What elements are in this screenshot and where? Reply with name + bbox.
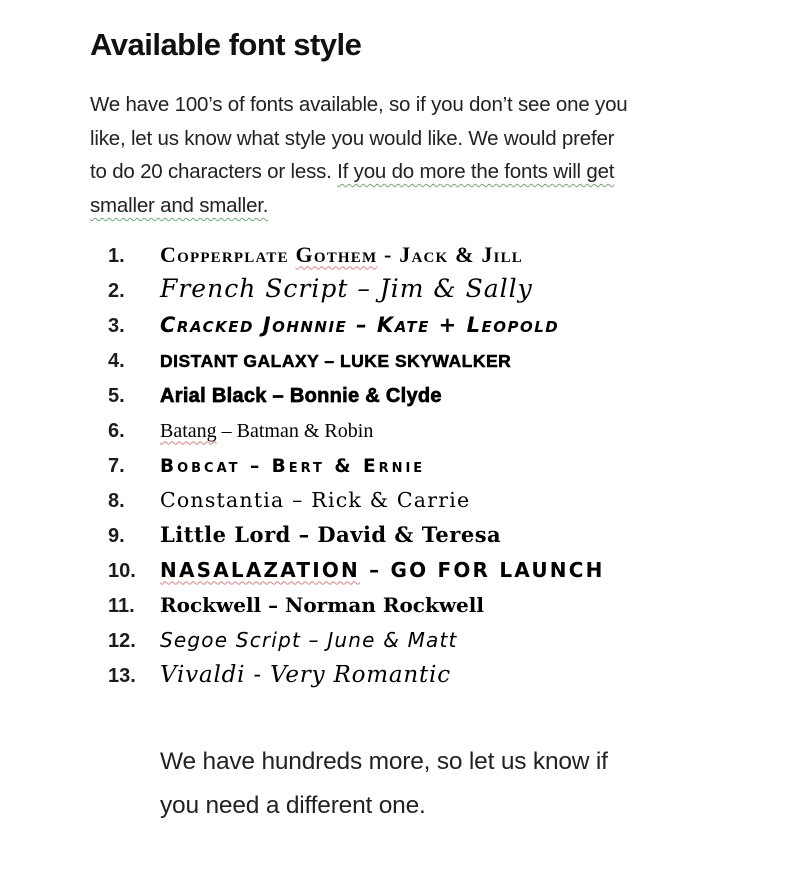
list-number: 2. [108,280,125,303]
font-sample-cracked-johnnie: Cracked Johnnie – Kate + Leopold [160,313,560,338]
list-number: 13. [108,665,136,688]
list-number: 6. [108,420,125,443]
list-number: 9. [108,525,125,548]
font-list-item-french-script [108,274,803,309]
font-list-item-vivaldi [108,659,803,694]
grammar-squiggle-text: smaller and smaller. [90,193,269,217]
list-number: 1. [108,245,125,268]
list-number: 5. [108,385,125,408]
font-list [108,239,803,694]
font-sample-text: Copperplate [160,242,296,268]
font-list-item-copperplate [108,239,803,274]
intro-line-3-normal: to do 20 characters or less. [90,160,338,184]
font-sample-vivaldi: Vivaldi - Very Romantic [160,662,451,689]
font-list-item-little-lord [108,519,803,554]
list-number: 8. [108,490,125,513]
spelling-squiggle-text: NASALAZATION [160,558,360,583]
list-number: 3. [108,315,125,338]
closing-paragraph [160,740,713,828]
font-sample-arial-black: Arial Black – Bonnie & Clyde [160,385,442,408]
list-number: 12. [108,630,136,653]
font-sample-text: – Batman & Robin [216,420,374,443]
font-list-item-cracked-johnnie [108,309,803,344]
intro-line-2: like, let us know what style you would like. We would prefer [90,126,615,150]
grammar-squiggle-text: If you do more the fonts will get [337,160,615,184]
font-sample-text: - Jack & Jill [377,242,523,268]
font-list-item-distant-galaxy [108,344,803,379]
spelling-squiggle-text: Batang [160,420,217,443]
font-list-item-constantia [108,484,803,519]
font-sample-distant-galaxy: DISTANT GALAXY – LUKE SKYWALKER [160,351,512,372]
font-sample-french-script: French Script – Jim & Sally [160,274,533,304]
intro-line-1: We have 100’s of fonts available, so if you don’t see one you [90,93,628,116]
font-list-item-segoe-script [108,624,803,659]
font-sample-text: – GO FOR LAUNCH [359,558,605,583]
font-sample-rockwell: Rockwell – Norman Rockwell [160,593,484,618]
font-sample-segoe-script: Segoe Script – June & Matt [160,628,458,653]
font-sample-batang [160,420,373,443]
font-list-item-rockwell [108,589,803,624]
font-sample-copperplate [160,242,523,268]
closing-line-1: We have hundreds more, so let us know if [160,748,608,776]
list-number: 7. [108,455,125,478]
page-title: Available font style [90,27,362,62]
font-list-item-arial-black [108,379,803,414]
font-list-item-bobcat [108,449,803,484]
font-list-item-nasalazation [108,554,803,589]
intro-paragraph [90,88,713,222]
closing-line-2: you need a different one. [160,792,426,820]
font-sample-little-lord: Little Lord – David & Teresa [160,522,502,548]
list-number: 10. [108,560,136,583]
list-number: 4. [108,350,125,373]
font-sample-bobcat: Bobcat – Bert & Ernie [160,456,426,478]
list-number: 11. [108,595,135,618]
font-list-item-batang [108,414,803,449]
font-sample-nasalazation [160,558,605,582]
spelling-squiggle-text: Gothem [295,242,378,268]
font-sample-constantia: Constantia – Rick & Carrie [160,488,471,513]
